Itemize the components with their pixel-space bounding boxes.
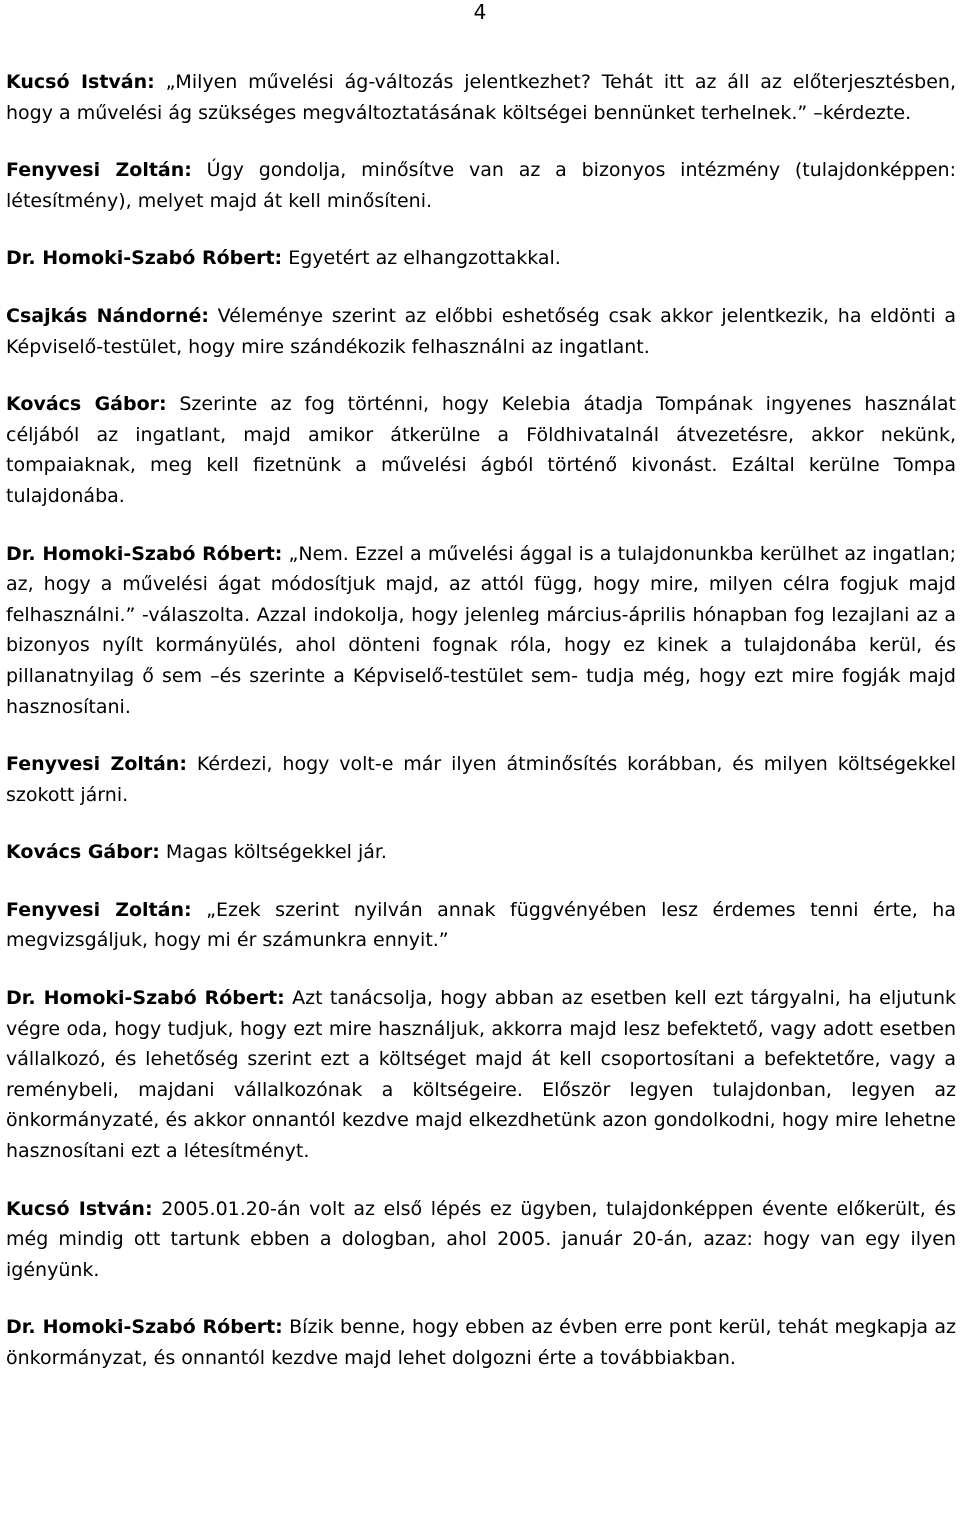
speaker-name: Fenyvesi Zoltán: <box>6 159 192 182</box>
paragraph-text: „Ezek szerint nyilván annak függvényében lesz érdemes tenni érte, ha megvizsgáljuk, hogy mi ér számunkra ennyit.” <box>6 898 956 952</box>
paragraph-text: Azt tanácsolja, hogy abban az esetben kell ezt tárgyalni, ha eljutunk végre oda, hogy tudjuk, hogy ezt mire használjuk, akkorra majd lesz befektető, vagy adott esetben vállalkozó, és lehetőség szerint ezt a költséget majd át kell csoportosítani a befektetőre, vagy a reménybeli, majdani vállalkozónak a költségeire. Először legyen tulajdonban, legyen az önkormányzaté, és akkor onnantól kezdve majd elkezdhetünk azon gondolkodni, hogy mire lehetne hasznosítani ezt a létesítményt. <box>6 987 956 1163</box>
speaker-name: Dr. Homoki-Szabó Róbert: <box>6 542 283 565</box>
speaker-name: Kucsó István: <box>6 1197 153 1220</box>
speaker-name: Dr. Homoki-Szabó Róbert: <box>6 247 283 270</box>
speaker-name: Dr. Homoki-Szabó Róbert: <box>6 987 285 1010</box>
paragraph-text: Magas költségekkel jár. <box>159 841 387 864</box>
page-number: 4 <box>473 0 487 24</box>
paragraph <box>6 749 956 810</box>
speaker-name: Csajkás Nándorné: <box>6 304 209 327</box>
paragraph <box>6 155 956 216</box>
paragraph <box>6 301 956 362</box>
speaker-name: Kucsó István: <box>6 71 155 93</box>
speaker-name: Fenyvesi Zoltán: <box>6 753 187 776</box>
paragraph <box>6 389 956 511</box>
speaker-name: Fenyvesi Zoltán: <box>6 898 192 921</box>
paragraph <box>6 1312 956 1373</box>
paragraph <box>6 895 956 956</box>
speaker-name: Kovács Gábor: <box>6 393 167 416</box>
paragraph-text: Úgy gondolja, minősítve van az a bizonyos intézmény (tulajdonképpen: létesítmény), melyet majd át kell minősíteni. <box>6 159 956 212</box>
paragraph-text: Egyetért az elhangzottakkal. <box>282 247 561 270</box>
paragraph-text: 2005.01.20-án volt az első lépés ez ügyben, tulajdonképpen évente előkerült, és még mindig ott tartunk ebben a dologban, ahol 2005. január 20-án, azaz: hogy van egy ilyen igényünk. <box>6 1197 956 1281</box>
paragraph-text: Bízik benne, hogy ebben az évben erre pont kerül, tehát megkapja az önkormányzat, és onnantól kezdve majd lehet dolgozni érte a továbbiakban. <box>6 1316 956 1369</box>
paragraph <box>6 837 956 868</box>
document-body <box>6 67 956 1401</box>
speaker-name: Dr. Homoki-Szabó Róbert: <box>6 1316 283 1339</box>
paragraph-text: Kérdezi, hogy volt-e már ilyen átminősítés korábban, és milyen költségekkel szokott járni. <box>6 753 957 806</box>
paragraph-text: „Nem. Ezzel a művelési ággal is a tulajdonunkba kerülhet az ingatlan; az, hogy a művelési ágat módosítjuk majd, az attól függ, hogy mire, milyen célra fogjuk majd felhasználni.” -válaszolta. Azzal indokolja, hogy jelenleg március-április hónapban fog lezajlani az a bizonyos nyílt kormányülés, ahol dönteni fognak róla, hogy ez kinek a tulajdonába kerül, és pillanatnyilag ő sem –és szerinte a Képviselő-testület sem- tudja még, hogy ezt mire fogják majd hasznosítani. <box>6 542 957 718</box>
speaker-name: Kovács Gábor: <box>6 841 160 864</box>
paragraph-text: Véleménye szerint az előbbi eshetőség csak akkor jelentkezik, ha eldönti a Képviselő-testület, hogy mire szándékozik felhasználni az ingatlant. <box>6 304 956 358</box>
paragraph <box>6 67 956 128</box>
paragraph-text: „Milyen művelési ág-változás jelentkezhet? Tehát itt az áll az előterjesztésben, hogy a művelési ág szükséges megváltoztatásának költségei bennünket terhelnek.” –kérdezte. <box>6 71 956 124</box>
paragraph-text: Szerinte az fog történni, hogy Kelebia átadja Tompának ingyenes használat céljából az ingatlant, majd amikor átkerülne a Földhivatalnál átvezetésre, akkor nekünk, tompaiaknak, meg kell fizetnünk a művelési ágból történő kivonást. Ezáltal kerülne Tompa tulajdonába. <box>6 393 956 507</box>
paragraph <box>6 539 956 723</box>
paragraph <box>6 243 956 274</box>
paragraph <box>6 1194 956 1286</box>
paragraph <box>6 983 956 1167</box>
